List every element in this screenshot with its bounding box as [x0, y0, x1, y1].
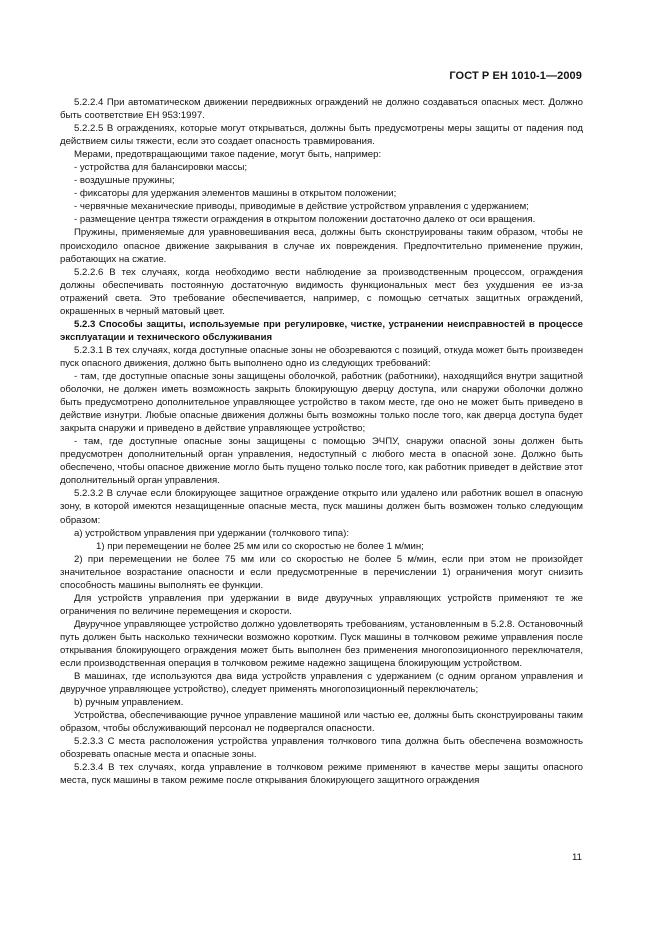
page-body [60, 96, 583, 787]
paragraph: 5.2.2.6 В тех случаях, когда необходимо вести наблюдение за производственным процессом, ограждения должны обеспечивать постоянную достаточную видимость функциональных мест без ухудшения ее из-за отражений света. Это требование обеспечивается, например, с помощью сетчатых защитных ограждений, окрашенных в черный матовый цвет. [60, 266, 583, 317]
paragraph: - воздушные пружины; [74, 175, 175, 187]
paragraph: 5.2.2.5 В ограждениях, которые могут открываться, должны быть предусмотрены меры защиты от падения под действием силы тяжести, если это создает опасность травмирования. [60, 123, 583, 148]
paragraph: Мерами, предотвращающими такое падение, могут быть, например: [74, 149, 382, 161]
paragraph: Устройства, обеспечивающие ручное управление машиной или частью ее, должны быть сконструированы таким образом, чтобы обслуживающий персонал не подвергался опасности. [60, 710, 583, 735]
paragraph: 5.2.3.4 В тех случаях, когда управление в толчковом режиме применяют в качестве меры защиты опасного места, пуск машины в таком режиме после открывания блокирующего защитного ограждения [60, 762, 583, 787]
paragraph: 5.2.3 Способы защиты, используемые при регулировке, чистке, устранении неисправностей в процессе эксплуатации и технического обслуживания [60, 318, 583, 343]
paragraph: 5.2.2.4 При автоматическом движении передвижных ограждений не должно создаваться опасных мест. Должно быть соответствие ЕН 953:1997. [60, 97, 583, 122]
paragraph: b) ручным управлением. [74, 697, 184, 709]
paragraph: a) устройством управления при удержании (толчкового типа): [74, 527, 349, 539]
paragraph: - там, где доступные опасные зоны защищены с помощью ЭЧПУ, снаружи опасной зоны должен быть предусмотрен дополнительный орган управления, недоступный с любого места в опасной зоне. Должно быть обеспечено, чтобы опасное движение могло быть пущено только после того, как работник приведет в действие этот дополнительный орган управления. [60, 436, 583, 487]
document-header: ГОСТ Р ЕН 1010-1—2009 [449, 70, 582, 82]
paragraph: 5.2.3.1 В тех случаях, когда доступные опасные зоны не обозреваются с позиций, откуда может быть произведен пуск опасного движения, должно быть выполнено одно из следующих требований: [60, 344, 583, 369]
paragraph: 5.2.3.2 В случае если блокирующее защитное ограждение открыто или удалено или работник вошел в опасную зону, в которой имеются незащищенные опасные места, пуск машины должен быть возможен только следующим образом: [60, 488, 583, 526]
paragraph: Пружины, применяемые для уравновешивания веса, должны быть сконструированы таким образом, чтобы не происходило опасное движение закрывания в случае их повреждения. Предпочтительно применение пружин, работающих на сжатие. [60, 227, 583, 265]
paragraph: В машинах, где используются два вида устройств управления с удержанием (с одним органом управления и двуручное управляющее устройство), следует применять многопозиционный переключатель; [60, 671, 583, 696]
paragraph: Двуручное управляющее устройство должно удовлетворять требованиям, установленным в 5.2.8. Остановочный путь должен быть насколько технически возможно коротким. Пуск машины в толчковом режиме управления после открывания блокирующего ограждения может быть выполнен без применения многопозиционного переключателя, если производственная операция в толчковом режиме надежно защищена блокирующим устройством. [60, 618, 583, 670]
paragraph: - размещение центра тяжести ограждения в открытом положении достаточно далеко от оси вращения. [74, 214, 536, 226]
paragraph: 2) при перемещении не более 75 мм или со скоростью не более 5 м/мин, если при этом не произойдет значительное возрастание опасности и если предусмотренные в перечислении 1) ограничения могут снизить способность машины выполнять ее функции. [60, 553, 583, 591]
paragraph: - устройства для балансировки массы; [74, 162, 248, 174]
paragraph: - червячные механические приводы, приводимые в действие устройством управления с удержанием; [74, 201, 529, 213]
paragraph: - фиксаторы для удержания элементов машины в открытом положении; [74, 188, 397, 200]
page-number: 11 [572, 852, 582, 863]
paragraph: - там, где доступные опасные зоны защищены оболочкой, работник (работники), находящийся внутри защитной оболочки, не должен иметь возможность закрыть блокирующую дверцу доступа, или снаружи оболочки должно быть предусмотрено дополнительное управляющее устройство в таком месте, где оно не может быть приведено в действие изнутри. Любые опасные движения должны быть возможны только после того, как дверца доступа будет закрыта снаружи и приведено в действие управляющее устройство; [60, 370, 583, 435]
paragraph: 5.2.3.3 С места расположения устройства управления толчкового типа должна быть обеспечена возможность обозревать опасные места и опасные зоны. [60, 736, 583, 761]
paragraph: 1) при перемещении не более 25 мм или со скоростью не более 1 м/мин; [96, 540, 424, 552]
paragraph: Для устройств управления при удержании в виде двуручных управляющих устройств применяют те же ограничения по величине перемещения и скорости. [60, 592, 583, 617]
